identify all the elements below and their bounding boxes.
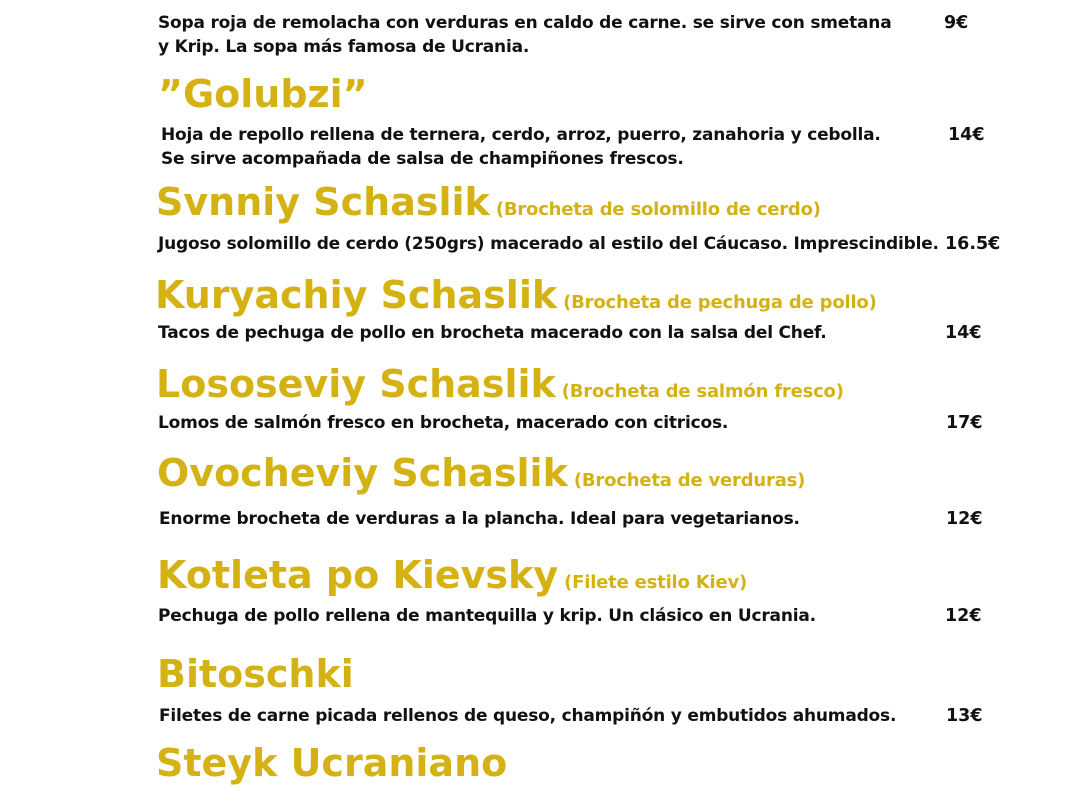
item-4-heading bbox=[156, 362, 844, 406]
item-2-subtitle: (Brocheta de solomillo de cerdo) bbox=[495, 199, 821, 220]
item-3-heading bbox=[155, 273, 877, 317]
item-7-description: Filetes de carne picada rellenos de queso, champiñón y embutidos ahumados. bbox=[159, 706, 897, 726]
item-3-title: Kuryachiy Schaslik bbox=[155, 273, 558, 317]
item-5-title: Ovocheviy Schaslik bbox=[157, 451, 568, 495]
item-2-price: 16.5€ bbox=[945, 234, 1001, 254]
item-3-price: 14€ bbox=[945, 323, 982, 343]
item-3-subtitle: (Brocheta de pechuga de pollo) bbox=[563, 292, 877, 313]
item-7-price: 13€ bbox=[946, 706, 983, 726]
item-5-heading bbox=[157, 451, 805, 495]
item-0-description-line-1: Sopa roja de remolacha con verduras en caldo de carne. se sirve con smetana bbox=[158, 13, 892, 33]
item-4-subtitle: (Brocheta de salmón fresco) bbox=[561, 381, 844, 402]
item-4-price: 17€ bbox=[946, 413, 983, 433]
item-5-price: 12€ bbox=[946, 509, 983, 529]
item-4-title: Lososeviy Schaslik bbox=[156, 362, 556, 406]
item-6-price: 12€ bbox=[945, 606, 982, 626]
item-6-description: Pechuga de pollo rellena de mantequilla y krip. Un clásico en Ucrania. bbox=[158, 606, 816, 626]
item-0-description-line-2: y Krip. La sopa más famosa de Ucrania. bbox=[158, 37, 530, 57]
item-8-title: Steyk Ucraniano bbox=[156, 741, 508, 785]
item-7-title: Bitoschki bbox=[157, 652, 354, 696]
item-1-description-line-1: Hoja de repollo rellena de ternera, cerdo, arroz, puerro, zanahoria y cebolla. bbox=[161, 125, 881, 145]
item-0-price: 9€ bbox=[944, 13, 969, 33]
item-6-heading bbox=[157, 553, 747, 597]
item-1-description-line-2: Se sirve acompañada de salsa de champiñones frescos. bbox=[161, 149, 684, 169]
item-1-price: 14€ bbox=[948, 125, 985, 145]
item-4-description: Lomos de salmón fresco en brocheta, macerado con citricos. bbox=[158, 413, 729, 433]
item-2-title: Svnniy Schaslik bbox=[156, 180, 490, 224]
item-6-subtitle: (Filete estilo Kiev) bbox=[564, 572, 748, 593]
item-5-subtitle: (Brocheta de verduras) bbox=[573, 470, 806, 491]
item-3-description: Tacos de pechuga de pollo en brocheta macerado con la salsa del Chef. bbox=[158, 323, 827, 343]
item-5-description: Enorme brocheta de verduras a la plancha. Ideal para vegetarianos. bbox=[159, 509, 800, 529]
item-2-description: Jugoso solomillo de cerdo (250grs) macerado al estilo del Cáucaso. Imprescindible. bbox=[158, 234, 939, 254]
item-1-title: ”Golubzi” bbox=[158, 72, 368, 116]
item-2-heading bbox=[156, 180, 821, 224]
item-6-title: Kotleta po Kievsky bbox=[157, 553, 559, 597]
